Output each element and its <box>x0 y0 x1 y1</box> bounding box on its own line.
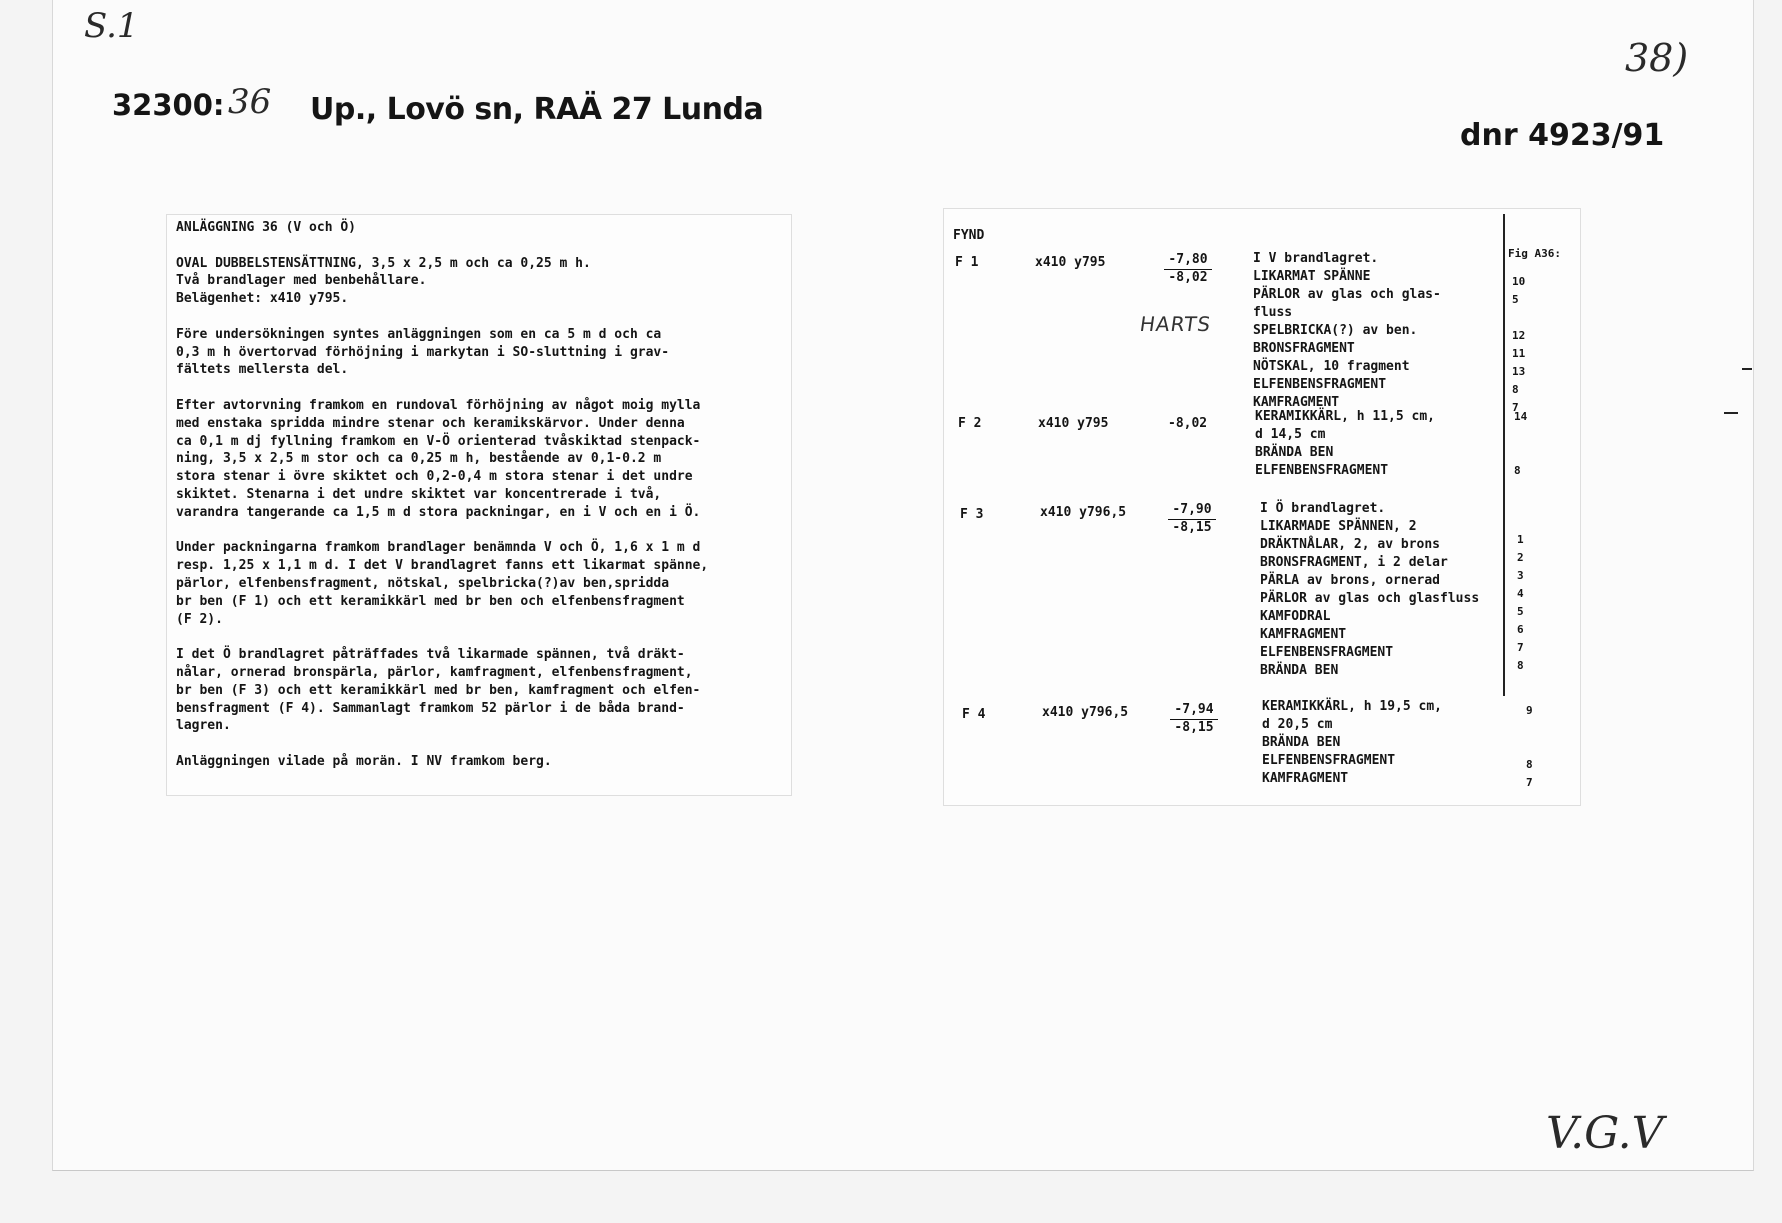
find-depth <box>1170 702 1218 736</box>
find-items <box>1255 408 1435 480</box>
fig-number <box>1517 675 1524 693</box>
find-item: BRONSFRAGMENT, i 2 delar <box>1260 555 1448 570</box>
find-item: LIKARMADE SPÄNNEN, 2 <box>1260 519 1417 534</box>
fig-number: 9 <box>1526 704 1533 717</box>
find-item: KAMFRAGMENT <box>1253 395 1340 410</box>
find-id: F 1 <box>955 255 979 270</box>
depth-bottom: -8,15 <box>1172 520 1212 535</box>
margin-mark <box>1742 368 1752 370</box>
find-item: KAMFRAGMENT <box>1260 627 1347 642</box>
find-item: I Ö brandlagret. <box>1260 501 1386 516</box>
find-items <box>1253 250 1441 412</box>
fig-number <box>1517 513 1524 531</box>
find-figs <box>1512 255 1525 417</box>
fig-number: 7 <box>1517 641 1524 654</box>
find-item: ELFENBENSFRAGMENT <box>1253 377 1387 392</box>
description-paragraph: Anläggningen vilade på morän. I NV framkom berg. <box>176 753 552 769</box>
find-item: LIKARMAT SPÄNNE <box>1253 269 1371 284</box>
find-item: BRÄNDA BEN <box>1255 445 1334 460</box>
handwritten-page-number: 38) <box>1625 36 1689 80</box>
description-paragraph: I det Ö brandlagret påträffades två likarmade spännen, två dräkt- nålar, ornerad bronspärla, pärlor, kamfragment, elfenbensfragment, br ben (F 3) och ett keramikkärl med br ben, kamfragment och elfen- bensfragment (F 4). Sammanlagt framkom 52 pärlor i de båda brand- lagren. <box>176 647 701 734</box>
find-item: PÄRLOR av glas och glasfluss <box>1260 591 1480 606</box>
fig-number: 8 <box>1526 758 1533 771</box>
find-figs <box>1514 408 1527 480</box>
fig-number: 7 <box>1512 401 1519 414</box>
fig-number: 14 <box>1514 410 1528 423</box>
find-item: I V brandlagret. <box>1253 251 1379 266</box>
fig-number: 6 <box>1517 623 1524 636</box>
handwritten-signature: V.G.V <box>1546 1108 1664 1159</box>
fig-number: 10 <box>1512 275 1526 288</box>
find-figs <box>1526 702 1533 792</box>
fig-number: 1 <box>1517 533 1524 546</box>
find-item: ELFENBENSFRAGMENT <box>1262 753 1396 768</box>
depth-top: -7,90 <box>1168 502 1216 520</box>
description-paragraph: Före undersökningen syntes anläggningen som en ca 5 m d och ca 0,3 m h övertorvad förhöjning i markytan i SO-sluttning i grav- fältets mellersta del. <box>176 326 670 378</box>
fig-number <box>1512 255 1525 273</box>
find-depth <box>1168 502 1216 536</box>
find-item: KERAMIKKÄRL, h 11,5 cm, <box>1255 409 1436 424</box>
find-id: F 2 <box>958 416 982 431</box>
description-heading: ANLÄGGNING 36 (V och Ö) <box>176 220 357 235</box>
margin-mark <box>1724 412 1738 414</box>
depth-bottom: -8,15 <box>1174 720 1214 735</box>
find-item: BRÄNDA BEN <box>1260 663 1339 678</box>
find-item: fluss <box>1253 305 1293 320</box>
fig-number: 8 <box>1514 464 1521 477</box>
find-depth <box>1164 252 1212 286</box>
find-item: BRÄNDA BEN <box>1262 735 1341 750</box>
handwritten-harts-note: HARTS <box>1138 312 1213 336</box>
find-item: SPELBRICKA(?) av ben. <box>1253 323 1418 338</box>
find-items <box>1262 698 1442 788</box>
find-item: DRÄKTNÅLAR, 2, av brons <box>1260 537 1441 552</box>
fig-heading: Fig A36: <box>1508 247 1561 260</box>
registration-number: dnr 4923/91 <box>1460 118 1665 153</box>
handwritten-sheet-number: S.1 <box>84 6 139 46</box>
fig-number: 3 <box>1517 569 1524 582</box>
depth-top: -7,94 <box>1170 702 1218 720</box>
find-id: F 3 <box>960 507 984 522</box>
fig-number <box>1526 738 1533 756</box>
find-coords: x410 y795 <box>1035 255 1106 270</box>
find-coords: x410 y795 <box>1038 416 1109 431</box>
fig-number <box>1512 309 1525 327</box>
fig-number <box>1514 426 1527 444</box>
find-item: PÄRLOR av glas och glas- <box>1253 287 1441 302</box>
find-coords: x410 y796,5 <box>1040 505 1127 520</box>
description-paragraph: Efter avtorvning framkom en rundoval förhöjning av något moig mylla med enstaka spridda mindre stenar och keramikskärvor. Under denna ca 0,1 m dj fyllning framkom en V-Ö orienterad tvåskiktad stenpack- ning, 3,5 x 2,5 m stor och ca 0,25 m h, bestående av 0,1-0.2 m stora stenar i övre skiktet och 0,2-0,4 m stora stenar i det undre skiktet. Stenarna i det undre skiktet var koncentrerade i två, varandra tangerande ca 1,5 m d stora packningar, en i V och en i Ö. <box>176 397 701 520</box>
location-title: Up., Lovö sn, RAÄ 27 Lunda <box>310 92 764 127</box>
find-item: ELFENBENSFRAGMENT <box>1260 645 1394 660</box>
find-item: KAMFRAGMENT <box>1262 771 1349 786</box>
find-id: F 4 <box>962 707 986 722</box>
find-item: KAMFODRAL <box>1260 609 1331 624</box>
fig-number <box>1514 444 1527 462</box>
finds-heading: FYND <box>953 228 985 243</box>
fig-column-divider <box>1503 214 1505 696</box>
fig-number: 8 <box>1512 383 1519 396</box>
fig-number: 8 <box>1517 659 1524 672</box>
fig-number: 5 <box>1512 293 1519 306</box>
find-item: BRONSFRAGMENT <box>1253 341 1355 356</box>
fig-number: 5 <box>1517 605 1524 618</box>
handwritten-catalog-suffix: 36 <box>228 82 272 122</box>
find-item: ELFENBENSFRAGMENT <box>1255 463 1389 478</box>
description-paragraph: Under packningarna framkom brandlager benämnda V och Ö, 1,6 x 1 m d resp. 1,25 x 1,1 m d. I det V brandlagret fanns ett likarmat spänne, pärlor, elfenbensfragment, nötskal, spelbricka(?)av ben,spridda br ben (F 1) och ett keramikkärl med br ben och elfenbensfragment (F 2). <box>176 540 709 627</box>
fig-number: 4 <box>1517 587 1524 600</box>
find-item: PÄRLA av brons, ornerad <box>1260 573 1441 588</box>
fig-number: 13 <box>1512 365 1526 378</box>
find-item: NÖTSKAL, 10 fragment <box>1253 359 1410 374</box>
find-item: KERAMIKKÄRL, h 19,5 cm, <box>1262 699 1443 714</box>
find-coords: x410 y796,5 <box>1042 705 1129 720</box>
find-figs <box>1517 513 1524 693</box>
fig-number <box>1526 720 1533 738</box>
find-depth: -8,02 <box>1168 416 1208 431</box>
fig-number: 12 <box>1512 329 1526 342</box>
fig-number: 2 <box>1517 551 1524 564</box>
description-text <box>176 219 788 789</box>
find-item: d 20,5 cm <box>1262 717 1333 732</box>
fig-number: 7 <box>1526 776 1533 789</box>
catalog-number: 32300: <box>112 88 225 122</box>
description-paragraph: OVAL DUBBELSTENSÄTTNING, 3,5 x 2,5 m och ca 0,25 m h. Två brandlager med benbehållare. Belägenhet: x410 y795. <box>176 255 591 307</box>
depth-bottom: -8,02 <box>1168 270 1208 285</box>
depth-top: -7,80 <box>1164 252 1212 270</box>
find-item: d 14,5 cm <box>1255 427 1326 442</box>
fig-number: 11 <box>1512 347 1526 360</box>
find-items <box>1260 500 1479 680</box>
